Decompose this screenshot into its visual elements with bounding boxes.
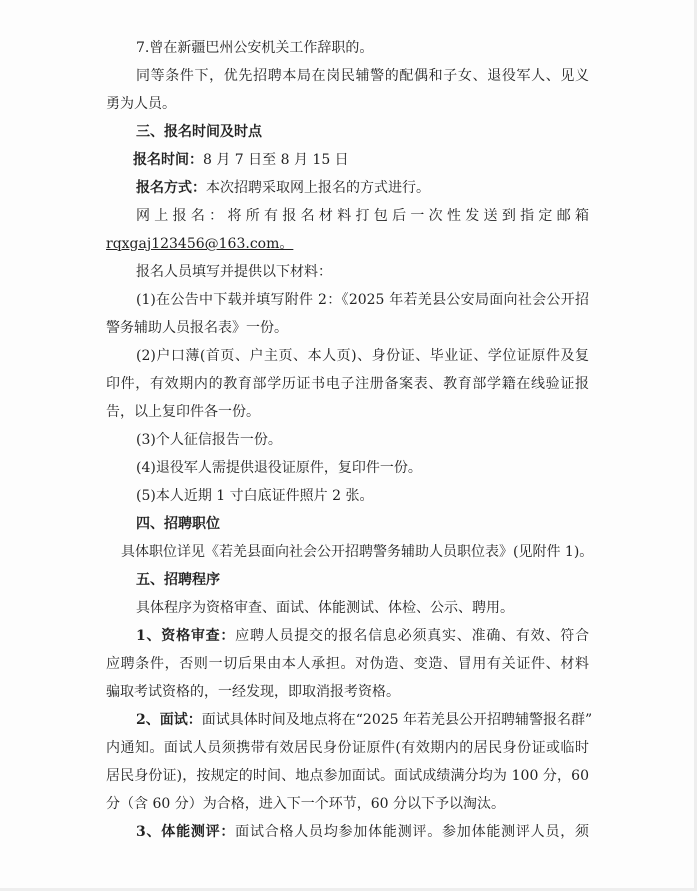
registration-time-label: 报名时间： bbox=[133, 152, 203, 168]
paragraph-line: 7.曾在新疆巴州公安机关工作辞职的。 bbox=[136, 40, 374, 56]
paragraph-line: 内通知。面试人员须携带有效居民身份证原件(有效期内的居民身份证或临时 bbox=[106, 740, 589, 756]
registration-time-value: 8 月 7 日至 8 月 15 日 bbox=[203, 152, 349, 168]
list-item: (1)在公告中下载并填写附件 2：《2025 年若羌县公安局面向社会公开招 bbox=[136, 292, 589, 308]
step-interview bbox=[136, 706, 593, 734]
paragraph-line: 具体职位详见《若羌县面向社会公开招聘警务辅助人员职位表》(见附件 1)。 bbox=[121, 544, 594, 560]
paragraph-line: 分（含 60 分）为合格，进入下一个环节，60 分以下予以淘汰。 bbox=[106, 796, 505, 812]
step-qualification bbox=[136, 622, 589, 650]
paragraph-line: 骗取考试资格的，一经发现，即取消报考资格。 bbox=[106, 684, 400, 700]
paragraph-line: 具体程序为资格审查、面试、体能测试、体检、公示、聘用。 bbox=[136, 600, 514, 616]
paragraph-line: 报名人员填写并提供以下材料： bbox=[136, 264, 332, 280]
document-body bbox=[0, 34, 697, 846]
list-item-cont: 印件，有效期内的教育部学历证书电子注册备案表、教育部学籍在线验证报 bbox=[106, 376, 589, 392]
paragraph-line: 勇为人员。 bbox=[106, 96, 176, 112]
registration-time bbox=[0, 146, 697, 174]
step-label: 3、体能测评： bbox=[136, 824, 236, 840]
list-item-cont: 警务辅助人员报名表》一份。 bbox=[106, 320, 288, 336]
list-item: (5)本人近期 1 寸白底证件照片 2 张。 bbox=[136, 488, 374, 504]
paragraph-line: 同等条件下，优先招聘本局在岗民辅警的配偶和子女、退役军人、见义 bbox=[136, 68, 589, 84]
registration-method bbox=[0, 174, 697, 202]
email-link[interactable]: rqxgaj123456@163.com。 bbox=[106, 236, 294, 252]
list-item: (4)退役军人需提供退役证原件，复印件一份。 bbox=[136, 460, 422, 476]
email-line bbox=[0, 230, 697, 258]
registration-method-value: 本次招聘采取网上报名的方式进行。 bbox=[206, 180, 430, 196]
registration-method-label: 报名方式： bbox=[136, 180, 206, 196]
section-heading: 三、报名时间及时点 bbox=[136, 124, 262, 140]
list-item: (3)个人征信报告一份。 bbox=[136, 432, 282, 448]
step-text: 面试合格人员均参加体能测评。参加体能测评人员，须 bbox=[235, 824, 589, 840]
list-item-cont: 告，以上复印件各一份。 bbox=[106, 404, 260, 420]
paragraph-line: 应聘条件，否则一切后果由本人承担。对伪造、变造、冒用有关证件、材料 bbox=[106, 656, 589, 672]
step-label: 2、面试： bbox=[136, 712, 202, 728]
list-item: (2)户口薄(首页、户主页、本人页)、身份证、毕业证、学位证原件及复 bbox=[136, 348, 589, 364]
step-text: 应聘人员提交的报名信息必须真实、准确、有效、符合 bbox=[235, 628, 589, 644]
section-heading: 五、招聘程序 bbox=[136, 572, 220, 588]
step-text: 面试具体时间及地点将在“2025 年若羌县公开招聘辅警报名群” bbox=[201, 712, 593, 728]
paragraph-line: 网上报名：将所有报名材料打包后一次性发送到指定邮箱 bbox=[136, 208, 589, 224]
paragraph-line: 居民身份证)，按规定的时间、地点参加面试。面试成绩满分均为 100 分，60 bbox=[106, 768, 589, 784]
section-heading: 四、招聘职位 bbox=[136, 516, 220, 532]
step-label: 1、资格审查： bbox=[136, 628, 236, 644]
step-fitness bbox=[136, 818, 589, 846]
